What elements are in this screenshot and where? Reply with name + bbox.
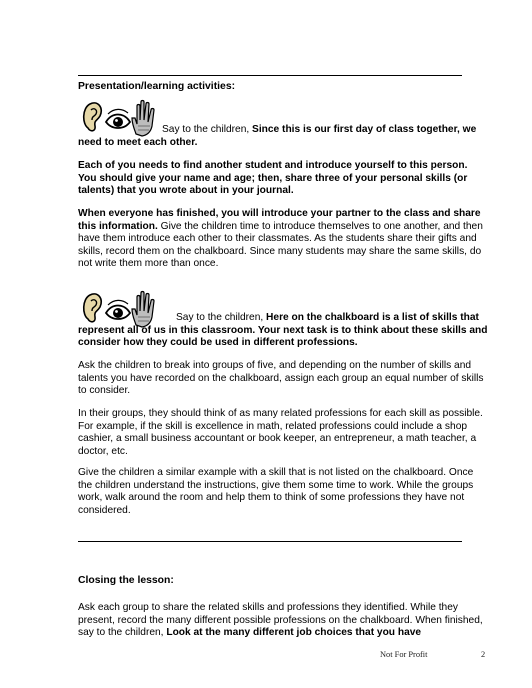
closing-text: Ask each group to share the related skills and professions they identified. While they present, record the many different possible professions on the chalkboard. When finished, say to the children, (78, 602, 483, 639)
chalkboard-quote: Here on the chalkboard is a list of skills that represent all of us in this classroom. Your next task is to think about these skills and consider how they could be used in different professions. (78, 312, 488, 349)
chalkboard-text: Say to the children, (176, 312, 267, 323)
paragraph-example: In their groups, they should think of as many related professions for each skill as possible. For example, if the skill is excellence in math, related professions could include a shop cashier, a small business accountant or book keeper, an entrepreneur, a math teacher, a doctor, etc. (78, 408, 483, 457)
middle-divider (78, 541, 462, 542)
paragraph-chalkboard (78, 312, 488, 350)
share-quote: When everyone has finished, you will introduce your partner to the class and share this information. (78, 208, 481, 232)
intro-text: Say to the children, (162, 124, 253, 135)
paragraph-groups: Ask the children to break into groups of five, and depending on the number of skills and talents you have recorded on the chalkboard, assign each group an equal number of skills to consider. (78, 360, 484, 397)
share-text: Give the children time to introduce themselves to one another, and then have them introduce each other to their classmates. As the students share their gifts and skills, record them on the chalkboard. Since many students may share the same skills, do not write them more than once. (78, 220, 483, 270)
intro-quote: Since this is our first day of class together, we need to meet each other. (78, 124, 477, 148)
closing-quote: Look at the many different job choices that you have (166, 627, 422, 639)
section-heading-presentation: Presentation/learning activities: (78, 81, 236, 92)
paragraph-share (78, 208, 488, 271)
paragraph-instructions (78, 160, 488, 198)
section-heading-closing: Closing the lesson: (78, 575, 174, 586)
paragraph-similar-example: Give the children a similar example with a skill that is not listed on the chalkboard. Once the children understand the instructions, give them some time to work. While the groups work, walk around the room and help them to think of some professions they have not considered. (78, 467, 474, 516)
paragraph-closing (78, 602, 488, 640)
page-number: 2 (481, 650, 486, 659)
paragraph-intro (78, 124, 488, 149)
instructions-quote: Each of you needs to find another student and introduce yourself to this person. You should give your name and age; then, share three of your personal skills (or talents) that you wrote about in your journal. (78, 160, 468, 197)
footer-label: Not For Profit (380, 650, 428, 659)
top-divider (78, 75, 462, 76)
